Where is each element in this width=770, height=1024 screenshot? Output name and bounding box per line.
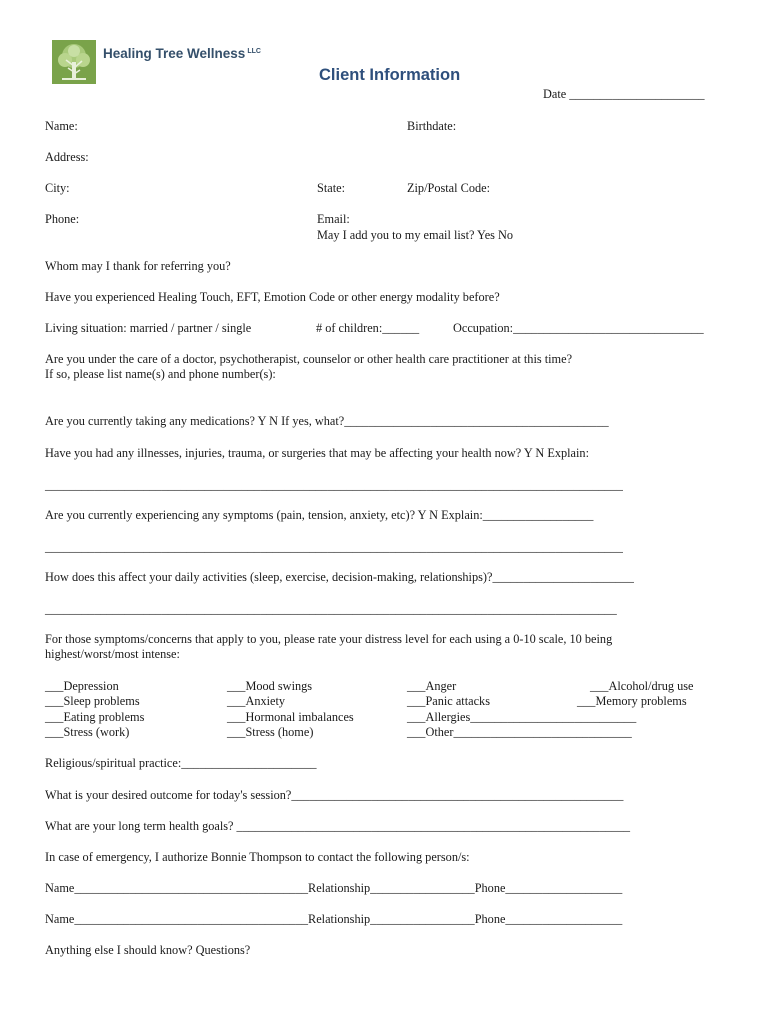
symptom-item[interactable]: ___Hormonal imbalances [227, 710, 354, 724]
emergency-contact-row[interactable]: Name______________________________________Relationship_________________Phone___________________ [45, 912, 623, 926]
brand-suffix: LLC [247, 47, 261, 55]
care-list-prompt: If so, please list name(s) and phone number(s): [45, 367, 276, 381]
symptom-item[interactable]: ___Alcohol/drug use [590, 679, 694, 693]
energy-modality-question: Have you experienced Healing Touch, EFT, Emotion Code or other energy modality before? [45, 290, 500, 304]
emergency-authorization: In case of emergency, I authorize Bonnie Thompson to contact the following person/s: [45, 850, 470, 864]
daily-activities-answer-line[interactable]: _____________________________________________________________________________________________ [45, 602, 617, 616]
phone-field-label: Phone: [45, 212, 80, 226]
tree-logo-icon [52, 40, 96, 84]
children-field[interactable]: # of children:______ [316, 321, 420, 335]
symptom-item[interactable]: ___Stress (home) [227, 725, 314, 739]
care-question: Are you under the care of a doctor, psychotherapist, counselor or other health care practitioner at this time? [45, 352, 573, 366]
state-field-label: State: [317, 181, 346, 195]
medications-question[interactable]: Are you currently taking any medications? Y N If yes, what?___________________________________________ [45, 414, 609, 428]
address-field-label: Address: [45, 150, 89, 164]
emergency-contact-row[interactable]: Name______________________________________Relationship_________________Phone___________________ [45, 881, 623, 895]
email-field-label: Email: [317, 212, 350, 226]
additional-questions: Anything else I should know? Questions? [45, 943, 251, 957]
symptom-item[interactable]: ___Anxiety [227, 694, 286, 708]
spiritual-practice-field[interactable]: Religious/spiritual practice:______________________ [45, 756, 317, 770]
symptom-item[interactable]: ___Stress (work) [45, 725, 130, 739]
distress-instructions: For those symptoms/concerns that apply to you, please rate your distress level for each using a 0-10 scale, 10 being [45, 632, 613, 646]
occupation-field[interactable]: Occupation:_______________________________ [453, 321, 704, 335]
health-goals-field[interactable]: What are your long term health goals? ________________________________________________________________ [45, 819, 631, 833]
symptom-item[interactable]: ___Memory problems [577, 694, 687, 708]
symptom-item[interactable]: ___Panic attacks [407, 694, 490, 708]
email-list-question[interactable]: May I add you to my email list? Yes No [317, 228, 514, 242]
date-field[interactable]: Date ______________________ [543, 87, 705, 101]
birthdate-field-label: Birthdate: [407, 119, 457, 133]
referral-question: Whom may I thank for referring you? [45, 259, 231, 273]
city-field-label: City: [45, 181, 70, 195]
form-title: Client Information [319, 66, 461, 84]
symptom-item[interactable]: ___Mood swings [227, 679, 313, 693]
zip-field-label: Zip/Postal Code: [407, 181, 491, 195]
symptom-item[interactable]: ___Sleep problems [45, 694, 140, 708]
symptom-item[interactable]: ___Other_____________________________ [407, 725, 632, 739]
symptom-item[interactable]: ___Allergies___________________________ [407, 710, 637, 724]
name-field-label: Name: [45, 119, 78, 133]
living-situation-question[interactable]: Living situation: married / partner / single [45, 321, 252, 335]
symptom-item[interactable]: ___Eating problems [45, 710, 145, 724]
brand-text: Healing Tree Wellness [103, 46, 246, 61]
symptoms-question[interactable]: Are you currently experiencing any symptoms (pain, tension, anxiety, etc)? Y N Explain:__________________ [45, 508, 594, 522]
desired-outcome-field[interactable]: What is your desired outcome for today's session?______________________________________________________ [45, 788, 624, 802]
brand-name [103, 46, 261, 61]
distress-instructions-cont: highest/worst/most intense: [45, 647, 180, 661]
daily-activities-question[interactable]: How does this affect your daily activities (sleep, exercise, decision-making, relationships)?_______________________ [45, 570, 634, 584]
illnesses-question[interactable]: Have you had any illnesses, injuries, trauma, or surgeries that may be affecting your health now? Y N Explain: [45, 446, 589, 460]
symptom-item[interactable]: ___Anger [407, 679, 457, 693]
illnesses-answer-line[interactable]: ______________________________________________________________________________________________ [45, 478, 623, 492]
symptom-item[interactable]: ___Depression [45, 679, 119, 693]
symptoms-answer-line[interactable]: ______________________________________________________________________________________________ [45, 540, 623, 554]
